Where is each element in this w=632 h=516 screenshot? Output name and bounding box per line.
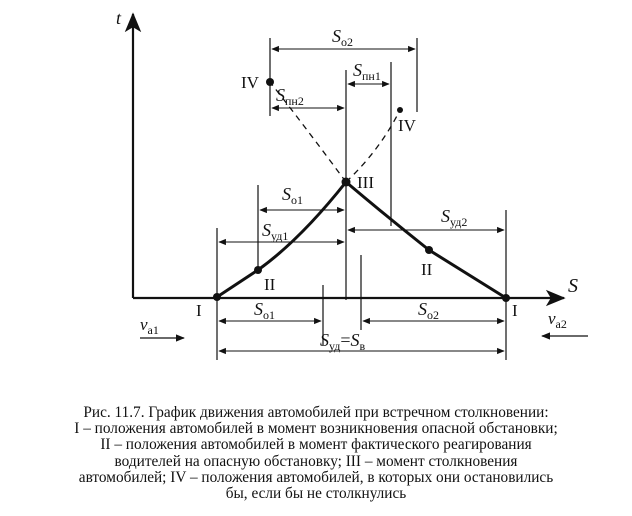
label-I-left: I (196, 301, 202, 320)
point-III (342, 178, 351, 187)
point-II-right (425, 246, 433, 254)
dashed-car2-extension (346, 110, 400, 182)
label-sud2: $S_{уд2}$ (441, 206, 468, 229)
velocity-a1-label: $v_{a1}$ (140, 315, 159, 337)
velocity-a2-label: $v_{a2}$ (548, 309, 567, 331)
label-so1-low: $S_{о1}$ (254, 299, 275, 322)
label-III: III (357, 173, 374, 192)
caption-line: II – положения автомобилей в момент фактического реагирования (100, 436, 532, 454)
trajectory-car2 (346, 182, 506, 298)
label-II-right: II (421, 260, 433, 279)
point-IV-left (266, 78, 274, 86)
label-IV-left: IV (241, 73, 259, 92)
point-I-left (213, 293, 221, 301)
label-so2-top: $S_{о2}$ (332, 26, 353, 49)
label-II-left: II (264, 275, 276, 294)
label-IV-right: IV (398, 116, 416, 135)
t-axis-label: t (116, 8, 122, 28)
figure-caption (6, 405, 626, 502)
label-spn2: $S_{пн2}$ (276, 85, 304, 108)
point-IV-right (397, 107, 403, 113)
label-spn1: $S_{пн1}$ (353, 60, 381, 83)
point-II-left (254, 266, 262, 274)
caption-line: водителей на опасную обстановку; III – момент столкновения (114, 452, 518, 470)
s-axis-label: S (568, 275, 578, 297)
label-so1-mid: $S_{о1}$ (282, 184, 303, 207)
label-so2-low: $S_{о2}$ (418, 299, 439, 322)
caption-line: бы, если бы не столкнулись (225, 485, 407, 503)
point-I-right (502, 294, 510, 302)
label-total: $S_{уд}=S_в$ (320, 330, 366, 353)
label-sud1: $S_{уд1}$ (262, 220, 289, 243)
caption-line: автомобилей; IV – положения автомобилей, в которых они остановились (78, 468, 554, 486)
caption-line: Рис. 11.7. График движения автомобилей при встречном столкновении: (83, 404, 549, 421)
caption-line: I – положения автомобилей в момент возникновения опасной обстановки; (74, 420, 558, 438)
label-I-right: I (512, 301, 518, 320)
